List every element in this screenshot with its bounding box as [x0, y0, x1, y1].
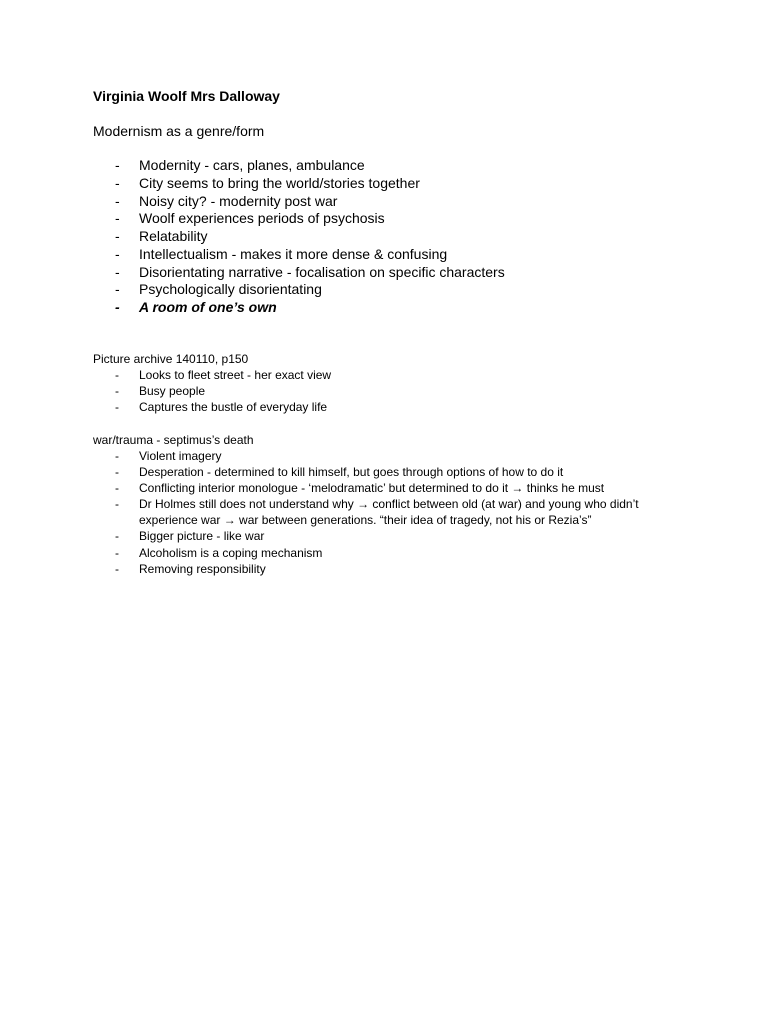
bullet-dash: -: [115, 561, 119, 576]
list-item-text: City seems to bring the world/stories together: [139, 174, 420, 191]
bullet-dash: -: [115, 465, 119, 480]
list-item-text: Dr Holmes still does not understand why → conflict between old (at war) and young who didn’t experience war → war between generations. “their idea of tragedy, not his or Rezia’s”: [139, 497, 639, 528]
page-title: Virginia Woolf Mrs Dalloway: [93, 88, 280, 104]
list-item-text: Desperation - determined to kill himself, but goes through options of how to do it: [139, 465, 564, 480]
bullet-dash: -: [115, 545, 119, 560]
bullet-dash: -: [115, 228, 120, 244]
list-item-text: Busy people: [139, 384, 206, 399]
list-item-text: Conflicting interior monologue - ‘melodramatic’ but determined to do it → thinks he must: [139, 481, 605, 496]
bullet-dash: -: [115, 210, 120, 227]
bullet-dash: -: [115, 449, 119, 463]
list-item-text: Disorientating narrative - focalisation on specific characters: [139, 263, 505, 280]
list-item-text: Intellectualism - makes it more dense & confusing: [139, 245, 448, 262]
list-item-text: Removing responsibility: [139, 561, 266, 576]
bullet-dash: -: [115, 157, 120, 173]
list-item-text: Violent imagery: [139, 449, 222, 463]
list-item-text: Looks to fleet street - her exact view: [139, 368, 332, 382]
bullet-dash: -: [115, 174, 120, 191]
bullet-dash: -: [115, 245, 120, 262]
list-item-text: Woolf experiences periods of psychosis: [139, 210, 385, 227]
bullet-dash: -: [115, 400, 119, 415]
list-item-text: Bigger picture - like war: [139, 529, 265, 544]
bullet-dash: -: [115, 281, 120, 298]
list-item-text: Psychologically disorientating: [139, 281, 322, 298]
bullet-dash: -: [115, 263, 120, 280]
bullet-dash: -: [115, 384, 119, 399]
bullet-dash: -: [115, 481, 119, 496]
list-item-text: Relatability: [139, 228, 208, 244]
section-heading-modernism: Modernism as a genre/form: [93, 123, 265, 139]
list-item-text: Alcoholism is a coping mechanism: [139, 545, 323, 560]
section-heading-picture-archive: Picture archive 140110, p150: [93, 352, 249, 366]
list-item-text: A room of one’s own: [139, 299, 277, 315]
bullet-dash: -: [115, 529, 119, 544]
list-item-text: Modernity - cars, planes, ambulance: [139, 157, 365, 173]
bullet-dash: -: [115, 299, 120, 315]
bullet-dash: -: [115, 192, 120, 209]
bullet-dash: -: [115, 368, 119, 382]
list-item-text: Captures the bustle of everyday life: [139, 400, 328, 415]
bullet-dash: -: [115, 497, 119, 512]
section-heading-war-trauma: war/trauma - septimus’s death: [93, 433, 254, 447]
list-item-text: Noisy city? - modernity post war: [139, 192, 338, 209]
